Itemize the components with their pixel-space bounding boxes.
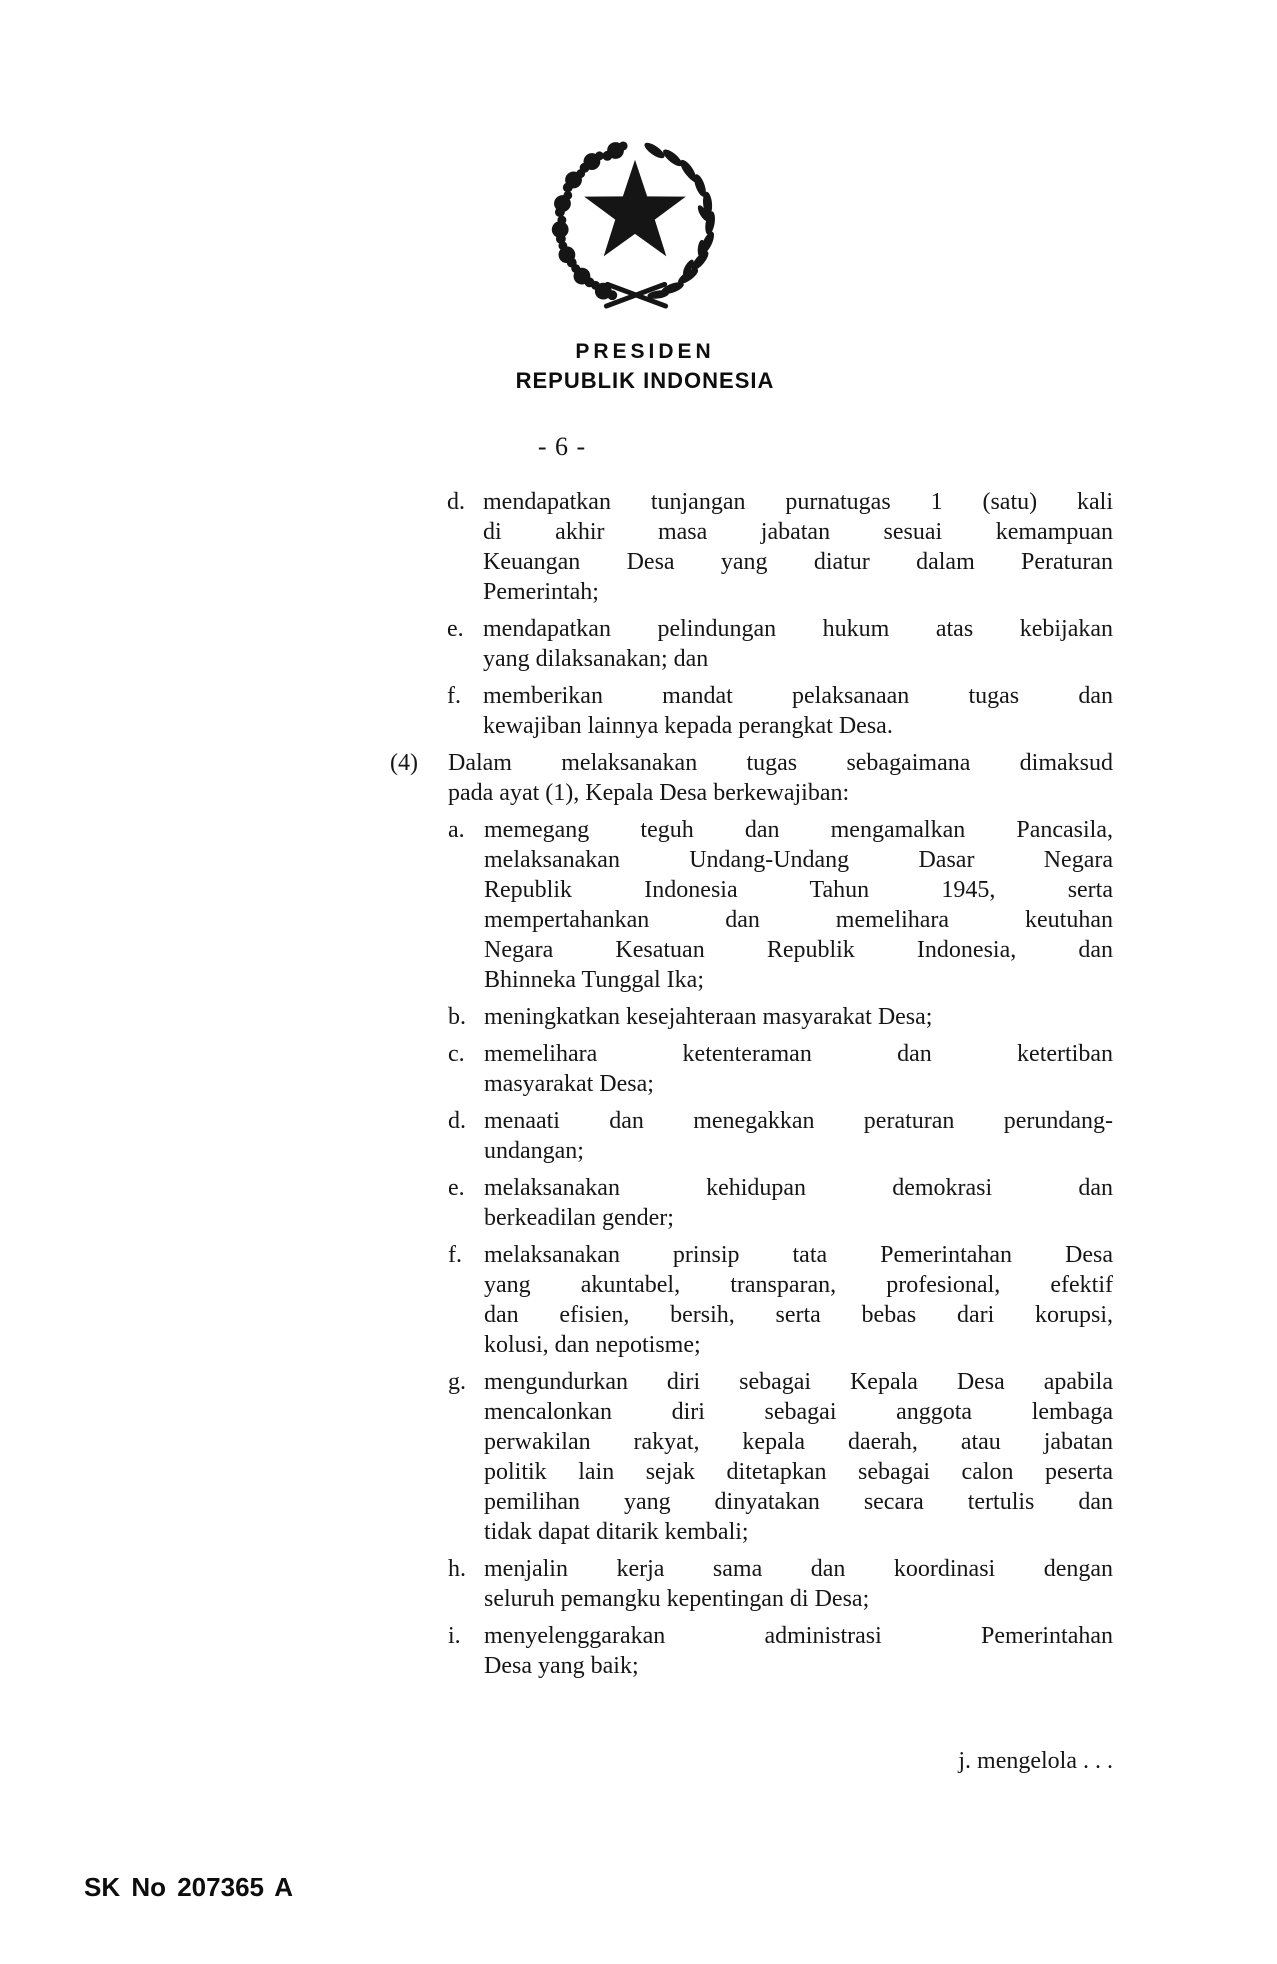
text-line: politik lain sejak ditetapkan sebagai calon peserta <box>484 1459 1113 1485</box>
text-line: yang dilaksanakan; dan <box>483 646 709 672</box>
list-item-text <box>484 1621 1113 1681</box>
presidential-seal-icon <box>551 136 721 318</box>
text-line: mendapatkan tunjangan purnatugas 1 (satu) kali <box>483 489 1113 515</box>
text-line: menyelenggarakan administrasi Pemerintahan <box>484 1623 1113 1649</box>
subitem-g <box>448 1367 1113 1547</box>
subitem-a <box>448 815 1113 995</box>
text-line: pada ayat (1), Kepala Desa berkewajiban: <box>448 780 850 806</box>
clause-number: (4) <box>390 750 418 776</box>
text-line: tidak dapat ditarik kembali; <box>484 1519 749 1545</box>
list-item-text <box>483 487 1113 607</box>
list-item-label: e. <box>447 616 464 642</box>
letterhead <box>450 340 840 394</box>
list-item-label: d. <box>447 489 465 515</box>
text-line: yang akuntabel, transparan, profesional, efektif <box>484 1272 1113 1298</box>
list-item-f <box>447 681 1113 741</box>
text-line: menjalin kerja sama dan koordinasi dengan <box>484 1556 1113 1582</box>
list-item-label: g. <box>448 1369 466 1395</box>
clause-text <box>448 748 1113 808</box>
letterhead-title: PRESIDEN <box>575 340 715 363</box>
text-line: memberikan mandat pelaksanaan tugas dan <box>483 683 1113 709</box>
list-item-label: f. <box>447 683 461 709</box>
text-line: di akhir masa jabatan sesuai kemampuan <box>483 519 1113 545</box>
star-icon <box>584 160 686 257</box>
catchword: j. mengelola . . . <box>958 1748 1113 1774</box>
subitem-f <box>448 1240 1113 1360</box>
text-line: Pemerintah; <box>483 579 599 605</box>
text-line: kewajiban lainnya kepada perangkat Desa. <box>483 713 893 739</box>
text-line: undangan; <box>484 1138 584 1164</box>
list-item-text <box>484 1106 1113 1166</box>
text-line: mendapatkan pelindungan hukum atas kebijakan <box>483 616 1113 642</box>
text-line: mempertahankan dan memelihara keutuhan <box>484 907 1113 933</box>
text-line: menaati dan menegakkan peraturan perundang- <box>484 1108 1113 1134</box>
subitem-i <box>448 1621 1113 1681</box>
list-item-label: i. <box>448 1623 461 1649</box>
text-line: berkeadilan gender; <box>484 1205 674 1231</box>
list-item-label: a. <box>448 817 465 843</box>
subitem-b <box>448 1002 1113 1032</box>
text-line: mengundurkan diri sebagai Kepala Desa apabila <box>484 1369 1113 1395</box>
list-item-e <box>447 614 1113 674</box>
subitem-e <box>448 1173 1113 1233</box>
text-line: melaksanakan Undang-Undang Dasar Negara <box>484 847 1113 873</box>
list-item-text <box>484 1039 1113 1099</box>
text-line: melaksanakan kehidupan demokrasi dan <box>484 1175 1113 1201</box>
subitem-h <box>448 1554 1113 1614</box>
list-item-text <box>484 1173 1113 1233</box>
text-line: Republik Indonesia Tahun 1945, serta <box>484 877 1113 903</box>
list-item-text <box>484 1002 1113 1032</box>
text-line: kolusi, dan nepotisme; <box>484 1332 701 1358</box>
text-line: Keuangan Desa yang diatur dalam Peraturan <box>483 549 1113 575</box>
letterhead-subtitle: REPUBLIK INDONESIA <box>515 368 775 393</box>
list-item-label: f. <box>448 1242 462 1268</box>
list-item-text <box>484 1554 1113 1614</box>
text-line: masyarakat Desa; <box>484 1071 654 1097</box>
text-line: Dalam melaksanakan tugas sebagaimana dimaksud <box>448 750 1113 776</box>
text-line: memegang teguh dan mengamalkan Pancasila, <box>484 817 1113 843</box>
list-item-label: h. <box>448 1556 466 1582</box>
list-item-label: e. <box>448 1175 465 1201</box>
text-line: dan efisien, bersih, serta bebas dari korupsi, <box>484 1302 1113 1328</box>
subitem-d <box>448 1106 1113 1166</box>
list-item-label: b. <box>448 1004 466 1030</box>
clause-subitems <box>448 815 1113 1681</box>
subitem-c <box>448 1039 1113 1099</box>
list-item-label: d. <box>448 1108 466 1134</box>
text-line: mencalonkan diri sebagai anggota lembaga <box>484 1399 1113 1425</box>
text-line: memelihara ketenteraman dan ketertiban <box>484 1041 1113 1067</box>
text-line: perwakilan rakyat, kepala daerah, atau jabatan <box>484 1429 1113 1455</box>
list-item-text <box>484 1367 1113 1547</box>
text-line: meningkatkan kesejahteraan masyarakat Desa; <box>484 1004 933 1030</box>
list-item-text <box>483 614 1113 674</box>
text-line: pemilihan yang dinyatakan secara tertulis dan <box>484 1489 1113 1515</box>
list-item-text <box>484 815 1113 995</box>
clause-ayat-4 <box>390 748 1113 1681</box>
text-line: Negara Kesatuan Republik Indonesia, dan <box>484 937 1113 963</box>
document-body <box>390 487 1113 1688</box>
text-line: seluruh pemangku kepentingan di Desa; <box>484 1586 870 1612</box>
sk-number: SK No 207365 A <box>84 1872 294 1902</box>
text-line: melaksanakan prinsip tata Pemerintahan Desa <box>484 1242 1113 1268</box>
list-item-d <box>447 487 1113 607</box>
list-item-label: c. <box>448 1041 465 1067</box>
list-item-text <box>484 1240 1113 1360</box>
page-number: - 6 - <box>537 432 587 461</box>
text-line: Desa yang baik; <box>484 1653 639 1679</box>
list-item-text <box>483 681 1113 741</box>
text-line: Bhinneka Tunggal Ika; <box>484 967 704 993</box>
